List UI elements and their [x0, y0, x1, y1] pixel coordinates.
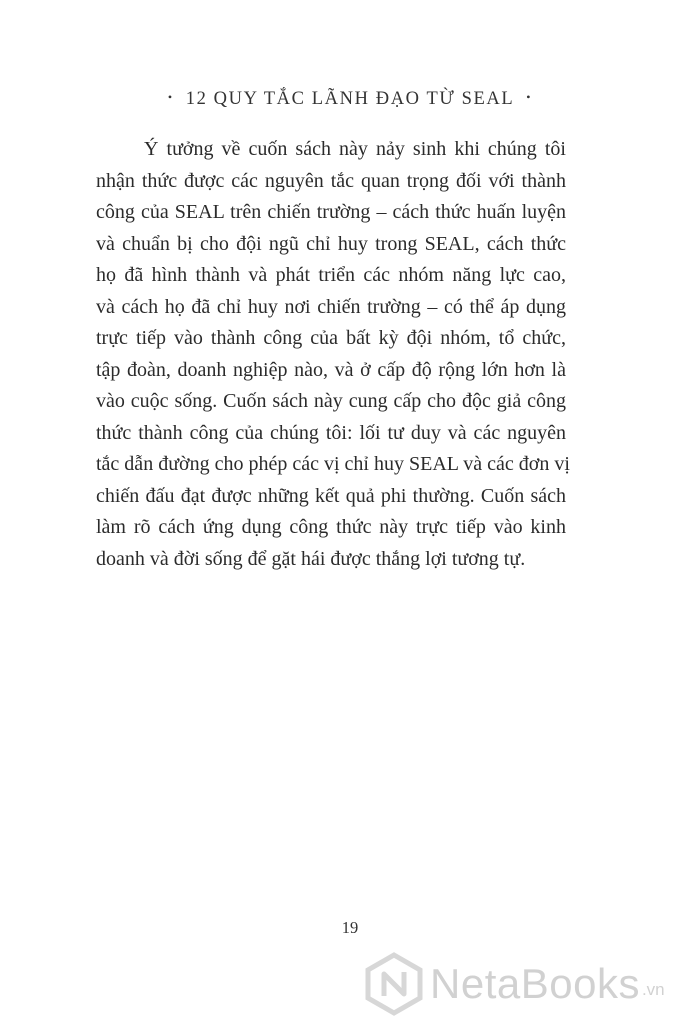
paragraph-line: chiến đấu đạt được những kết quả phi thường. Cuốn sách	[96, 484, 566, 507]
paragraph-line: tập đoàn, doanh nghiệp nào, và ở cấp độ rộng lớn hơn là	[96, 358, 566, 381]
netabooks-logo-icon	[362, 952, 426, 1016]
running-header	[0, 89, 700, 110]
paragraph-line: tắc dẫn đường cho phép các vị chỉ huy SEAL và các đơn vị	[96, 453, 570, 475]
watermark-brand: NetaBooks	[430, 960, 640, 1007]
paragraph-line: nhận thức được các nguyên tắc quan trọng đối với thành	[96, 169, 566, 192]
paragraph-line: và cách họ đã chỉ huy nơi chiến trường – có thể áp dụng	[96, 295, 566, 318]
watermark	[362, 944, 692, 1024]
body-paragraph	[96, 134, 570, 575]
paragraph-line: công của SEAL trên chiến trường – cách thức huấn luyện	[96, 201, 566, 223]
paragraph-line: họ đã hình thành và phát triển các nhóm năng lực cao,	[96, 264, 566, 286]
header-left-bullet: •	[167, 90, 174, 105]
paragraph-line: Ý tưởng về cuốn sách này nảy sinh khi chúng tôi	[144, 138, 566, 160]
paragraph-line: làm rõ cách ứng dụng công thức này trực tiếp vào kinh	[96, 516, 566, 538]
header-title: 12 QUY TẮC LÃNH ĐẠO TỪ SEAL	[185, 89, 515, 109]
header-right-bullet: •	[526, 90, 533, 105]
paragraph-line: vào cuộc sống. Cuốn sách này cung cấp cho độc giả công	[96, 390, 566, 412]
paragraph-line: trực tiếp vào thành công của bất kỳ đội nhóm, tổ chức,	[96, 327, 566, 349]
watermark-suffix: .vn	[641, 980, 665, 999]
paragraph-line: và chuẩn bị cho đội ngũ chỉ huy trong SEAL, cách thức	[96, 232, 566, 255]
page-number: 19	[341, 918, 359, 937]
paragraph-line: doanh và đời sống để gặt hái được thắng lợi tương tự.	[96, 547, 526, 570]
paragraph-line: thức thành công của chúng tôi: lối tư duy và các nguyên	[96, 421, 566, 444]
